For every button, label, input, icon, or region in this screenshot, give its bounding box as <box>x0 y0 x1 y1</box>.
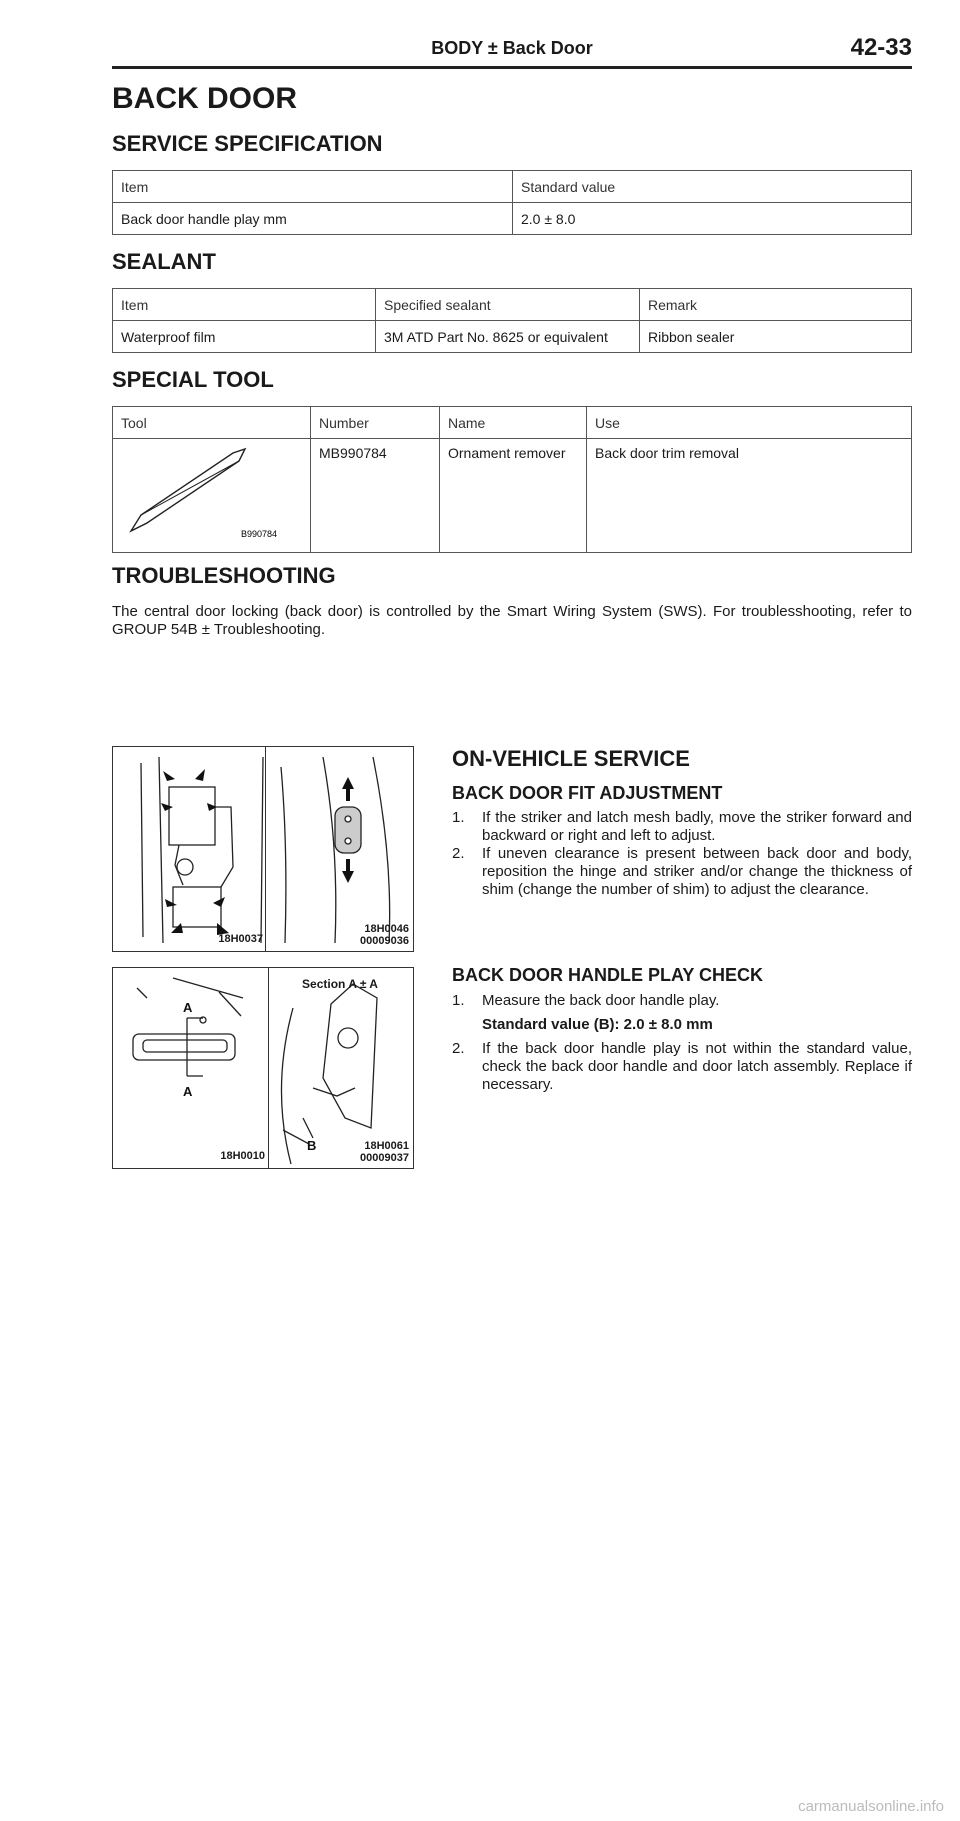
step-text: Measure the back door handle play. <box>482 992 720 1009</box>
table-header-row <box>113 289 912 321</box>
table-row <box>113 439 912 553</box>
column-header: Use <box>587 407 912 439</box>
handle-section-illustration <box>113 968 413 1168</box>
page-header <box>112 34 912 69</box>
tool-image-label: B990784 <box>241 529 278 539</box>
figure-code-right: 18H0061 <box>364 1140 409 1152</box>
step-text: If the back door handle play is not within the standard value, check the back door handle and door latch assembly. Replace if necessary. <box>482 1040 912 1093</box>
table-cell: Ornament remover <box>440 439 587 553</box>
list-item: 1. If the striker and latch mesh badly, move the striker forward and backward or right and left to adjust. <box>452 809 912 844</box>
table-cell: 2.0 ± 8.0 <box>513 203 912 235</box>
tool-image-cell <box>113 439 311 553</box>
service-spec-table <box>112 170 912 235</box>
step-text: If uneven clearance is present between back door and body, reposition the hinge and striker and/or change the thickness of shim (change the number of shim) to adjust the clearance. <box>482 845 912 898</box>
handle-play-steps <box>452 992 912 1094</box>
column-header: Name <box>440 407 587 439</box>
figure-code-left: 18H0010 <box>220 1150 265 1162</box>
watermark: carmanualsonline.info <box>798 1798 944 1815</box>
column-header: Standard value <box>513 171 912 203</box>
standard-value: Standard value (B): 2.0 ± 8.0 mm <box>482 1016 713 1033</box>
column-header: Item <box>113 171 513 203</box>
figure-code-right: 18H0046 <box>364 923 409 935</box>
page-number: 42-33 <box>850 34 912 61</box>
table-cell: Waterproof film <box>113 321 376 353</box>
fit-adjustment-steps <box>452 809 912 899</box>
column-header: Number <box>311 407 440 439</box>
service-spec-heading: SERVICE SPECIFICATION <box>112 131 383 156</box>
on-vehicle-heading: ON-VEHICLE SERVICE <box>452 746 690 771</box>
header-title: BODY ± Back Door <box>431 38 593 58</box>
table-cell: 3M ATD Part No. 8625 or equivalent <box>376 321 640 353</box>
list-item: 1. Measure the back door handle play. <box>452 992 720 1009</box>
figure-label-a: A <box>183 1000 193 1015</box>
column-header: Tool <box>113 407 311 439</box>
figure-number: 00009036 <box>360 935 409 947</box>
troubleshooting-heading: TROUBLESHOOTING <box>112 563 336 588</box>
troubleshooting-text: The central door locking (back door) is controlled by the Smart Wiring System (SWS). For troublesshooting, refer to GROUP 54B ± Troubleshooting. <box>112 603 912 638</box>
table-cell: Back door handle play mm <box>113 203 513 235</box>
table-row <box>113 321 912 353</box>
column-header: Remark <box>640 289 912 321</box>
column-header: Specified sealant <box>376 289 640 321</box>
ornament-remover-illustration <box>113 439 294 549</box>
hinge-striker-illustration <box>113 747 413 951</box>
table-header-row <box>113 407 912 439</box>
fit-adjustment-heading: BACK DOOR FIT ADJUSTMENT <box>452 783 723 803</box>
list-item: 2. If uneven clearance is present between back door and body, reposition the hinge and striker and/or change the thickness of shim (change the number of shim) to adjust the clearance. <box>452 845 912 898</box>
sealant-heading: SEALANT <box>112 249 216 274</box>
fit-adjustment-figure <box>112 746 414 952</box>
step-text: If the striker and latch mesh badly, move the striker forward and backward or right and left to adjust. <box>482 809 912 844</box>
figure-label-b: B <box>307 1138 317 1153</box>
section-label: Section A ± A <box>302 977 378 991</box>
special-tool-table <box>112 406 912 553</box>
sealant-table <box>112 288 912 353</box>
handle-play-heading: BACK DOOR HANDLE PLAY CHECK <box>452 965 764 985</box>
table-row <box>113 203 912 235</box>
handle-play-figure <box>112 967 414 1169</box>
figure-label-a: A <box>183 1084 193 1099</box>
table-cell: MB990784 <box>311 439 440 553</box>
table-header-row <box>113 171 912 203</box>
list-item: 2. If the back door handle play is not within the standard value, check the back door handle and door latch assembly. Replace if necessary. <box>452 1040 912 1093</box>
special-tool-heading: SPECIAL TOOL <box>112 367 274 392</box>
main-title: BACK DOOR <box>112 82 297 115</box>
table-cell: Back door trim removal <box>587 439 912 553</box>
table-cell: Ribbon sealer <box>640 321 912 353</box>
figure-code-left: 18H0037 <box>218 933 263 945</box>
column-header: Item <box>113 289 376 321</box>
figure-number: 00009037 <box>360 1152 409 1164</box>
